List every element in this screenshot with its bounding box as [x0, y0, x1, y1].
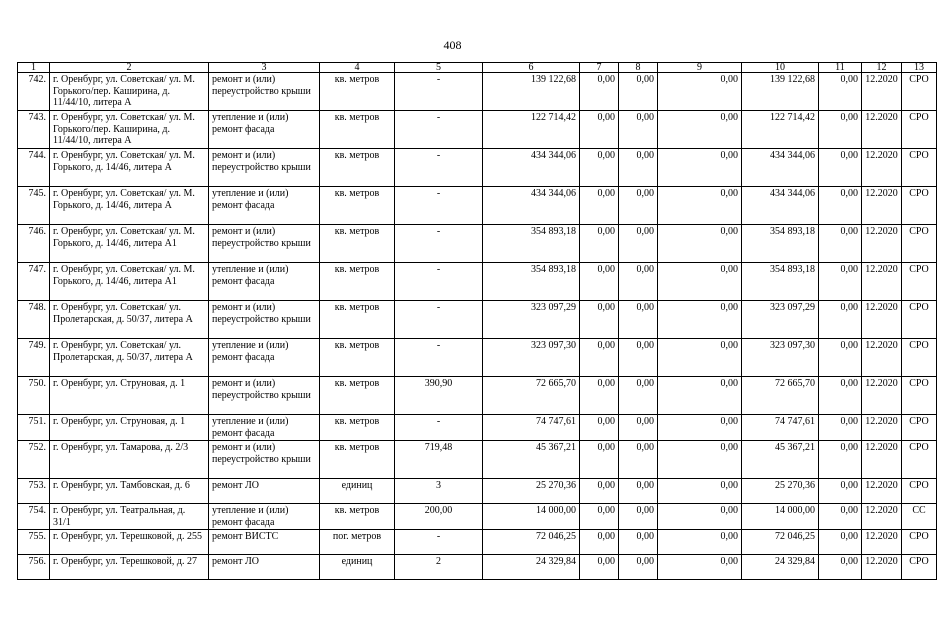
date-cell: 12.2020 — [862, 377, 902, 415]
column-header: 8 — [619, 63, 658, 73]
date-cell: 12.2020 — [862, 555, 902, 580]
total-cost-cell: 14 000,00 — [483, 504, 580, 530]
quantity-cell: 390,90 — [395, 377, 483, 415]
source-cell: СРО — [902, 339, 937, 377]
date-cell: 12.2020 — [862, 263, 902, 301]
col10-cell: 45 367,21 — [742, 441, 819, 479]
col7-cell: 0,00 — [580, 73, 619, 111]
table-row — [18, 479, 937, 504]
unit-cell: кв. метров — [320, 263, 395, 301]
col11-cell: 0,00 — [819, 377, 862, 415]
source-cell: СРО — [902, 187, 937, 225]
date-cell: 12.2020 — [862, 504, 902, 530]
total-cost-cell: 354 893,18 — [483, 263, 580, 301]
work-type-cell: ремонт ВИСТС — [209, 530, 320, 555]
table-row — [18, 187, 937, 225]
col10-cell: 139 122,68 — [742, 73, 819, 111]
col7-cell: 0,00 — [580, 149, 619, 187]
table-row — [18, 73, 937, 111]
quantity-cell: - — [395, 187, 483, 225]
table-row — [18, 263, 937, 301]
date-cell: 12.2020 — [862, 415, 902, 441]
col10-cell: 25 270,36 — [742, 479, 819, 504]
col9-cell: 0,00 — [658, 301, 742, 339]
work-type-cell: утепление и (или) ремонт фасада — [209, 111, 320, 149]
table-row — [18, 441, 937, 479]
column-header: 4 — [320, 63, 395, 73]
col8-cell: 0,00 — [619, 263, 658, 301]
col11-cell: 0,00 — [819, 225, 862, 263]
source-cell: СРО — [902, 225, 937, 263]
column-header: 12 — [862, 63, 902, 73]
work-type-cell: ремонт и (или) переустройство крыши — [209, 73, 320, 111]
row-number: 747. — [18, 263, 50, 301]
column-header: 3 — [209, 63, 320, 73]
quantity-cell: 200,00 — [395, 504, 483, 530]
col11-cell: 0,00 — [819, 263, 862, 301]
column-header: 11 — [819, 63, 862, 73]
col8-cell: 0,00 — [619, 225, 658, 263]
address-cell: г. Оренбург, ул. Советская/ ул. М. Горького/пер. Каширина, д. 11/44/10, литера А — [50, 111, 209, 149]
col7-cell: 0,00 — [580, 479, 619, 504]
row-number: 754. — [18, 504, 50, 530]
row-number: 746. — [18, 225, 50, 263]
row-number: 751. — [18, 415, 50, 441]
col7-cell: 0,00 — [580, 225, 619, 263]
source-cell: СРО — [902, 530, 937, 555]
unit-cell: кв. метров — [320, 73, 395, 111]
unit-cell: кв. метров — [320, 225, 395, 263]
row-number: 745. — [18, 187, 50, 225]
date-cell: 12.2020 — [862, 73, 902, 111]
quantity-cell: - — [395, 73, 483, 111]
table-row — [18, 339, 937, 377]
col10-cell: 24 329,84 — [742, 555, 819, 580]
work-type-cell: ремонт и (или) переустройство крыши — [209, 301, 320, 339]
address-cell: г. Оренбург, ул. Советская/ ул. М. Горького, д. 14/46, литера А — [50, 149, 209, 187]
total-cost-cell: 434 344,06 — [483, 187, 580, 225]
work-type-cell: ремонт и (или) переустройство крыши — [209, 225, 320, 263]
col8-cell: 0,00 — [619, 530, 658, 555]
col8-cell: 0,00 — [619, 187, 658, 225]
col9-cell: 0,00 — [658, 111, 742, 149]
work-type-cell: ремонт и (или) переустройство крыши — [209, 441, 320, 479]
table-row — [18, 415, 937, 441]
col9-cell: 0,00 — [658, 530, 742, 555]
total-cost-cell: 323 097,29 — [483, 301, 580, 339]
row-number: 743. — [18, 111, 50, 149]
col11-cell: 0,00 — [819, 301, 862, 339]
quantity-cell: - — [395, 339, 483, 377]
page-number: 408 — [443, 38, 462, 52]
row-number: 742. — [18, 73, 50, 111]
col8-cell: 0,00 — [619, 504, 658, 530]
column-header: 13 — [902, 63, 937, 73]
col9-cell: 0,00 — [658, 555, 742, 580]
unit-cell: кв. метров — [320, 187, 395, 225]
quantity-cell: 2 — [395, 555, 483, 580]
total-cost-cell: 45 367,21 — [483, 441, 580, 479]
work-type-cell: утепление и (или) ремонт фасада — [209, 187, 320, 225]
date-cell: 12.2020 — [862, 530, 902, 555]
col11-cell: 0,00 — [819, 111, 862, 149]
work-type-cell: ремонт ЛО — [209, 479, 320, 504]
total-cost-cell: 72 046,25 — [483, 530, 580, 555]
address-cell: г. Оренбург, ул. Струновая, д. 1 — [50, 415, 209, 441]
column-header: 7 — [580, 63, 619, 73]
work-type-cell: утепление и (или) ремонт фасада — [209, 415, 320, 441]
unit-cell: пог. метров — [320, 530, 395, 555]
col7-cell: 0,00 — [580, 504, 619, 530]
column-header: 10 — [742, 63, 819, 73]
work-type-cell: ремонт и (или) переустройство крыши — [209, 149, 320, 187]
col9-cell: 0,00 — [658, 263, 742, 301]
source-cell: СРО — [902, 479, 937, 504]
address-cell: г. Оренбург, ул. Тамарова, д. 2/3 — [50, 441, 209, 479]
column-number-row — [18, 63, 937, 73]
source-cell: СРО — [902, 73, 937, 111]
address-cell: г. Оренбург, ул. Терешковой, д. 27 — [50, 555, 209, 580]
col11-cell: 0,00 — [819, 187, 862, 225]
col10-cell: 354 893,18 — [742, 263, 819, 301]
col11-cell: 0,00 — [819, 415, 862, 441]
work-type-cell: утепление и (или) ремонт фасада — [209, 263, 320, 301]
col11-cell: 0,00 — [819, 479, 862, 504]
address-cell: г. Оренбург, ул. Струновая, д. 1 — [50, 377, 209, 415]
col9-cell: 0,00 — [658, 377, 742, 415]
col8-cell: 0,00 — [619, 479, 658, 504]
unit-cell: кв. метров — [320, 504, 395, 530]
source-cell: СРО — [902, 149, 937, 187]
col10-cell: 434 344,06 — [742, 187, 819, 225]
total-cost-cell: 25 270,36 — [483, 479, 580, 504]
source-cell: СРО — [902, 263, 937, 301]
total-cost-cell: 122 714,42 — [483, 111, 580, 149]
col7-cell: 0,00 — [580, 555, 619, 580]
address-cell: г. Оренбург, ул. Терешковой, д. 255 — [50, 530, 209, 555]
address-cell: г. Оренбург, ул. Советская/ ул. М. Горького, д. 14/46, литера А — [50, 187, 209, 225]
col9-cell: 0,00 — [658, 149, 742, 187]
quantity-cell: - — [395, 111, 483, 149]
source-cell: СРО — [902, 111, 937, 149]
total-cost-cell: 139 122,68 — [483, 73, 580, 111]
column-header: 9 — [658, 63, 742, 73]
col10-cell: 434 344,06 — [742, 149, 819, 187]
source-cell: СРО — [902, 377, 937, 415]
address-cell: г. Оренбург, ул. Тамбовская, д. 6 — [50, 479, 209, 504]
date-cell: 12.2020 — [862, 225, 902, 263]
row-number: 756. — [18, 555, 50, 580]
address-cell: г. Оренбург, ул. Советская/ ул. Пролетарская, д. 50/37, литера А — [50, 339, 209, 377]
col9-cell: 0,00 — [658, 225, 742, 263]
col8-cell: 0,00 — [619, 73, 658, 111]
date-cell: 12.2020 — [862, 479, 902, 504]
unit-cell: единиц — [320, 555, 395, 580]
col7-cell: 0,00 — [580, 187, 619, 225]
total-cost-cell: 24 329,84 — [483, 555, 580, 580]
column-header: 5 — [395, 63, 483, 73]
unit-cell: единиц — [320, 479, 395, 504]
col7-cell: 0,00 — [580, 530, 619, 555]
table-row — [18, 149, 937, 187]
quantity-cell: - — [395, 149, 483, 187]
row-number: 749. — [18, 339, 50, 377]
total-cost-cell: 74 747,61 — [483, 415, 580, 441]
total-cost-cell: 323 097,30 — [483, 339, 580, 377]
total-cost-cell: 72 665,70 — [483, 377, 580, 415]
registry-table — [17, 62, 937, 580]
col7-cell: 0,00 — [580, 111, 619, 149]
address-cell: г. Оренбург, ул. Советская/ ул. М. Горького, д. 14/46, литера А1 — [50, 263, 209, 301]
table-row — [18, 555, 937, 580]
col10-cell: 72 046,25 — [742, 530, 819, 555]
col9-cell: 0,00 — [658, 339, 742, 377]
source-cell: СРО — [902, 555, 937, 580]
quantity-cell: - — [395, 301, 483, 339]
col10-cell: 323 097,30 — [742, 339, 819, 377]
col9-cell: 0,00 — [658, 73, 742, 111]
date-cell: 12.2020 — [862, 111, 902, 149]
work-type-cell: ремонт ЛО — [209, 555, 320, 580]
work-type-cell: утепление и (или) ремонт фасада — [209, 504, 320, 530]
col11-cell: 0,00 — [819, 73, 862, 111]
work-type-cell: ремонт и (или) переустройство крыши — [209, 377, 320, 415]
col7-cell: 0,00 — [580, 301, 619, 339]
col8-cell: 0,00 — [619, 149, 658, 187]
column-header: 1 — [18, 63, 50, 73]
col8-cell: 0,00 — [619, 555, 658, 580]
col10-cell: 74 747,61 — [742, 415, 819, 441]
col9-cell: 0,00 — [658, 504, 742, 530]
quantity-cell: - — [395, 415, 483, 441]
unit-cell: кв. метров — [320, 111, 395, 149]
address-cell: г. Оренбург, ул. Театральная, д. 31/1 — [50, 504, 209, 530]
unit-cell: кв. метров — [320, 301, 395, 339]
quantity-cell: 719,48 — [395, 441, 483, 479]
unit-cell: кв. метров — [320, 415, 395, 441]
work-type-cell: утепление и (или) ремонт фасада — [209, 339, 320, 377]
col8-cell: 0,00 — [619, 415, 658, 441]
row-number: 748. — [18, 301, 50, 339]
row-number: 752. — [18, 441, 50, 479]
unit-cell: кв. метров — [320, 377, 395, 415]
source-cell: СРО — [902, 441, 937, 479]
col7-cell: 0,00 — [580, 263, 619, 301]
col11-cell: 0,00 — [819, 530, 862, 555]
col9-cell: 0,00 — [658, 479, 742, 504]
col9-cell: 0,00 — [658, 441, 742, 479]
col10-cell: 323 097,29 — [742, 301, 819, 339]
col10-cell: 72 665,70 — [742, 377, 819, 415]
col11-cell: 0,00 — [819, 504, 862, 530]
col8-cell: 0,00 — [619, 377, 658, 415]
row-number: 755. — [18, 530, 50, 555]
unit-cell: кв. метров — [320, 339, 395, 377]
col7-cell: 0,00 — [580, 339, 619, 377]
col8-cell: 0,00 — [619, 301, 658, 339]
unit-cell: кв. метров — [320, 149, 395, 187]
date-cell: 12.2020 — [862, 339, 902, 377]
quantity-cell: - — [395, 263, 483, 301]
date-cell: 12.2020 — [862, 441, 902, 479]
table-body — [18, 73, 937, 580]
col10-cell: 14 000,00 — [742, 504, 819, 530]
quantity-cell: - — [395, 225, 483, 263]
col11-cell: 0,00 — [819, 555, 862, 580]
column-header: 6 — [483, 63, 580, 73]
table-row — [18, 504, 937, 530]
quantity-cell: - — [395, 530, 483, 555]
date-cell: 12.2020 — [862, 149, 902, 187]
source-cell: СС — [902, 504, 937, 530]
col7-cell: 0,00 — [580, 415, 619, 441]
table-row — [18, 225, 937, 263]
table-row — [18, 377, 937, 415]
quantity-cell: 3 — [395, 479, 483, 504]
col8-cell: 0,00 — [619, 441, 658, 479]
table-row — [18, 530, 937, 555]
date-cell: 12.2020 — [862, 187, 902, 225]
col11-cell: 0,00 — [819, 149, 862, 187]
address-cell: г. Оренбург, ул. Советская/ ул. Пролетарская, д. 50/37, литера А — [50, 301, 209, 339]
row-number: 753. — [18, 479, 50, 504]
col8-cell: 0,00 — [619, 339, 658, 377]
source-cell: СРО — [902, 301, 937, 339]
address-cell: г. Оренбург, ул. Советская/ ул. М. Горького, д. 14/46, литера А1 — [50, 225, 209, 263]
col8-cell: 0,00 — [619, 111, 658, 149]
col9-cell: 0,00 — [658, 187, 742, 225]
column-header: 2 — [50, 63, 209, 73]
col7-cell: 0,00 — [580, 441, 619, 479]
col10-cell: 354 893,18 — [742, 225, 819, 263]
date-cell: 12.2020 — [862, 301, 902, 339]
total-cost-cell: 434 344,06 — [483, 149, 580, 187]
row-number: 750. — [18, 377, 50, 415]
total-cost-cell: 354 893,18 — [483, 225, 580, 263]
col7-cell: 0,00 — [580, 377, 619, 415]
table-row — [18, 301, 937, 339]
col11-cell: 0,00 — [819, 441, 862, 479]
source-cell: СРО — [902, 415, 937, 441]
col9-cell: 0,00 — [658, 415, 742, 441]
col10-cell: 122 714,42 — [742, 111, 819, 149]
col11-cell: 0,00 — [819, 339, 862, 377]
row-number: 744. — [18, 149, 50, 187]
address-cell: г. Оренбург, ул. Советская/ ул. М. Горького/пер. Каширина, д. 11/44/10, литера А — [50, 73, 209, 111]
unit-cell: кв. метров — [320, 441, 395, 479]
table-row — [18, 111, 937, 149]
